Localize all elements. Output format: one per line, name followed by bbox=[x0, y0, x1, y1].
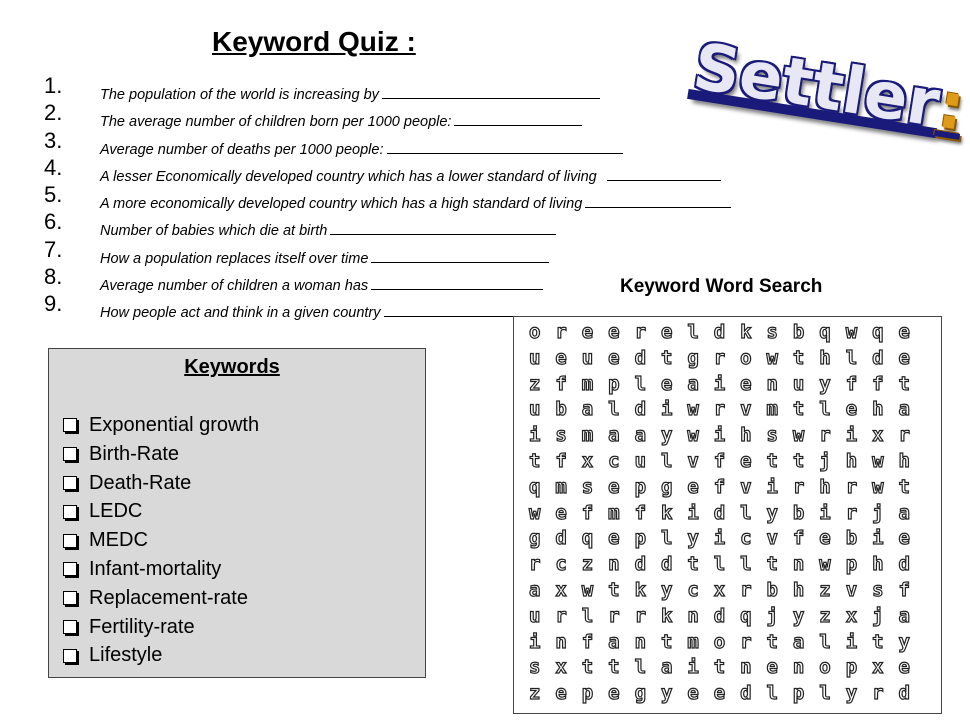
grid-letter[interactable]: f bbox=[581, 630, 594, 653]
grid-letter[interactable]: e bbox=[555, 501, 567, 524]
page-title: Keyword Quiz : bbox=[212, 26, 416, 57]
grid-letter[interactable]: w bbox=[845, 321, 858, 343]
grid-letter[interactable]: a bbox=[529, 578, 541, 601]
grid-letter[interactable]: x bbox=[872, 656, 884, 679]
grid-letter[interactable]: y bbox=[792, 604, 805, 627]
grid-letter[interactable]: e bbox=[660, 372, 673, 395]
grid-letter[interactable]: z bbox=[819, 578, 831, 601]
grid-letter[interactable]: o bbox=[819, 656, 831, 679]
grid-letter[interactable]: i bbox=[687, 501, 699, 524]
grid-letter[interactable]: d bbox=[713, 501, 726, 524]
question-text: How a population replaces itself over time bbox=[100, 250, 369, 267]
grid-letter[interactable]: e bbox=[766, 656, 778, 679]
grid-letter[interactable]: t bbox=[660, 630, 673, 653]
checkbox-icon[interactable] bbox=[63, 505, 77, 519]
word-search-grid bbox=[529, 320, 925, 707]
settler-word: Settler bbox=[688, 30, 945, 142]
grid-letter[interactable]: p bbox=[581, 682, 594, 705]
grid-letter[interactable]: m bbox=[581, 424, 594, 447]
grid-letter[interactable]: r bbox=[740, 578, 752, 601]
grid-letter[interactable]: h bbox=[819, 475, 831, 498]
grid-letter[interactable]: k bbox=[660, 501, 673, 524]
grid-letter[interactable]: e bbox=[608, 321, 620, 343]
grid-letter[interactable]: i bbox=[713, 424, 726, 447]
keyword-item bbox=[63, 555, 259, 584]
grid-letter[interactable]: n bbox=[740, 656, 752, 679]
grid-letter[interactable]: w bbox=[766, 346, 778, 369]
grid-letter[interactable]: q bbox=[872, 321, 884, 343]
grid-letter[interactable]: m bbox=[581, 372, 594, 395]
grid-letter[interactable]: p bbox=[845, 553, 858, 576]
grid-letter[interactable]: l bbox=[634, 656, 647, 679]
grid-letter[interactable]: x bbox=[555, 656, 567, 679]
grid-letter[interactable]: t bbox=[792, 346, 805, 369]
checkbox-icon[interactable] bbox=[63, 649, 77, 663]
question-number: 3. bbox=[44, 127, 63, 153]
grid-letter[interactable]: u bbox=[634, 449, 647, 472]
grid-letter[interactable]: e bbox=[608, 527, 620, 550]
grid-letter[interactable]: q bbox=[581, 527, 594, 550]
grid-letter[interactable]: a bbox=[898, 604, 910, 627]
keyword-item bbox=[63, 440, 259, 469]
grid-letter[interactable]: w bbox=[792, 424, 805, 447]
grid-letter[interactable]: l bbox=[608, 398, 620, 421]
question-number: 4. bbox=[44, 154, 63, 180]
grid-letter[interactable]: l bbox=[713, 553, 726, 576]
keyword-label: Infant-mortality bbox=[89, 557, 222, 580]
grid-letter[interactable]: y bbox=[687, 527, 699, 550]
grid-letter[interactable]: r bbox=[713, 346, 726, 369]
word-search-title: Keyword Word Search bbox=[620, 276, 823, 297]
grid-letter[interactable]: w bbox=[529, 501, 541, 524]
grid-letter[interactable]: b bbox=[792, 501, 805, 524]
grid-letter[interactable]: f bbox=[581, 501, 594, 524]
grid-letter[interactable]: f bbox=[713, 475, 726, 498]
grid-letter[interactable]: u bbox=[529, 604, 541, 627]
keyword-item bbox=[63, 641, 259, 670]
grid-letter[interactable]: m bbox=[608, 501, 620, 524]
keyword-label: Exponential growth bbox=[89, 414, 260, 436]
grid-letter[interactable]: g bbox=[529, 527, 541, 550]
grid-letter[interactable]: a bbox=[898, 398, 910, 421]
grid-letter[interactable]: i bbox=[845, 630, 858, 653]
keyword-item bbox=[63, 526, 259, 555]
settler-colon: : bbox=[932, 68, 970, 146]
grid-letter[interactable]: t bbox=[766, 449, 778, 472]
grid-letter[interactable]: t bbox=[660, 346, 673, 369]
grid-letter[interactable]: s bbox=[581, 475, 594, 498]
grid-letter[interactable]: r bbox=[898, 424, 910, 447]
grid-letter[interactable]: e bbox=[898, 656, 910, 679]
question-text: How people act and think in a given country bbox=[100, 305, 381, 322]
grid-letter[interactable]: d bbox=[660, 553, 673, 576]
keywords-title: Keywords bbox=[184, 356, 280, 378]
grid-letter[interactable]: n bbox=[792, 656, 805, 679]
grid-letter[interactable]: t bbox=[687, 553, 699, 576]
grid-letter[interactable]: d bbox=[634, 346, 647, 369]
grid-letter[interactable]: y bbox=[660, 578, 673, 601]
grid-letter[interactable]: r bbox=[713, 398, 726, 421]
word-search-panel bbox=[513, 316, 942, 714]
grid-letter[interactable]: x bbox=[713, 578, 726, 601]
grid-letter[interactable]: d bbox=[713, 604, 726, 627]
grid-letter[interactable]: l bbox=[819, 630, 831, 653]
grid-letter[interactable]: a bbox=[634, 424, 647, 447]
grid-letter[interactable]: c bbox=[555, 553, 567, 576]
grid-letter[interactable]: f bbox=[555, 372, 567, 395]
checkbox-icon[interactable] bbox=[63, 476, 77, 490]
keyword-label: LEDC bbox=[89, 500, 143, 523]
grid-letter[interactable]: a bbox=[687, 372, 699, 395]
answer-blank[interactable] bbox=[607, 166, 721, 181]
grid-letter[interactable]: i bbox=[713, 372, 726, 395]
keyword-item bbox=[63, 497, 259, 526]
grid-letter[interactable]: e bbox=[713, 682, 726, 705]
grid-letter[interactable]: x bbox=[555, 578, 567, 601]
grid-letter[interactable]: i bbox=[845, 424, 858, 447]
grid-letter[interactable]: k bbox=[740, 321, 752, 343]
grid-letter[interactable]: e bbox=[740, 449, 752, 472]
grid-letter[interactable]: i bbox=[529, 424, 541, 447]
grid-letter[interactable]: m bbox=[687, 630, 699, 653]
grid-letter[interactable]: f bbox=[845, 372, 858, 395]
grid-letter[interactable]: t bbox=[898, 372, 910, 395]
grid-letter[interactable]: z bbox=[581, 553, 594, 576]
grid-letter[interactable]: p bbox=[634, 527, 647, 550]
grid-letter[interactable]: t bbox=[608, 656, 620, 679]
grid-letter[interactable]: f bbox=[872, 372, 884, 395]
grid-letter[interactable]: u bbox=[529, 398, 541, 421]
grid-letter[interactable]: v bbox=[766, 527, 778, 550]
grid-letter[interactable]: a bbox=[792, 630, 805, 653]
grid-letter[interactable]: i bbox=[819, 501, 831, 524]
grid-letter[interactable]: v bbox=[845, 578, 858, 601]
question-text: A more economically developed country which has a high standard of living bbox=[100, 196, 583, 213]
answer-blank[interactable] bbox=[454, 111, 582, 126]
grid-letter[interactable]: m bbox=[766, 398, 778, 421]
keywords-panel bbox=[48, 348, 426, 678]
grid-letter[interactable]: e bbox=[555, 682, 567, 705]
grid-letter[interactable]: g bbox=[660, 475, 673, 498]
grid-letter[interactable]: c bbox=[687, 578, 699, 601]
grid-letter[interactable]: l bbox=[634, 372, 647, 395]
answer-blank[interactable] bbox=[585, 193, 731, 208]
answer-blank[interactable] bbox=[371, 275, 543, 290]
checkbox-icon[interactable] bbox=[63, 534, 77, 548]
question-number: 8. bbox=[44, 264, 63, 290]
grid-letter[interactable]: a bbox=[608, 424, 620, 447]
grid-letter[interactable]: r bbox=[792, 475, 805, 498]
grid-letter[interactable]: t bbox=[792, 449, 805, 472]
grid-letter[interactable]: a bbox=[660, 656, 673, 679]
grid-letter[interactable]: r bbox=[634, 604, 647, 627]
question-item bbox=[100, 218, 731, 245]
grid-letter[interactable]: b bbox=[766, 578, 778, 601]
grid-letter[interactable]: e bbox=[608, 682, 620, 705]
grid-letter[interactable]: e bbox=[555, 346, 567, 369]
question-item bbox=[100, 246, 731, 273]
grid-letter[interactable]: y bbox=[819, 372, 831, 395]
grid-letter[interactable]: d bbox=[872, 346, 884, 369]
grid-letter[interactable]: o bbox=[713, 630, 726, 653]
grid-letter[interactable]: o bbox=[740, 346, 752, 369]
grid-letter[interactable]: i bbox=[529, 630, 541, 653]
grid-letter[interactable]: l bbox=[819, 398, 831, 421]
grid-letter[interactable]: w bbox=[819, 553, 831, 576]
grid-letter[interactable]: n bbox=[608, 553, 620, 576]
grid-letter[interactable]: h bbox=[819, 346, 831, 369]
grid-letter[interactable]: h bbox=[792, 578, 805, 601]
grid-letter[interactable]: r bbox=[555, 321, 567, 343]
grid-letter[interactable]: s bbox=[872, 578, 884, 601]
grid-letter[interactable]: l bbox=[819, 682, 831, 705]
question-item bbox=[100, 191, 731, 218]
grid-letter[interactable]: f bbox=[634, 501, 647, 524]
grid-letter[interactable]: l bbox=[740, 501, 752, 524]
grid-letter[interactable]: k bbox=[660, 604, 673, 627]
grid-letter[interactable]: x bbox=[581, 449, 594, 472]
grid-letter[interactable]: p bbox=[634, 475, 647, 498]
grid-letter[interactable]: v bbox=[687, 449, 699, 472]
grid-letter[interactable]: a bbox=[608, 630, 620, 653]
question-item bbox=[100, 164, 731, 191]
question-item bbox=[100, 137, 731, 164]
question-text: Average number of deaths per 1000 people: bbox=[100, 141, 384, 158]
grid-letter[interactable]: w bbox=[872, 475, 884, 498]
grid-letter[interactable]: t bbox=[608, 578, 620, 601]
grid-letter[interactable]: l bbox=[687, 321, 699, 343]
question-number: 1. bbox=[44, 73, 63, 98]
grid-letter[interactable]: r bbox=[529, 553, 541, 576]
grid-letter[interactable]: s bbox=[529, 656, 541, 679]
grid-letter[interactable]: p bbox=[845, 656, 858, 679]
checkbox-icon[interactable] bbox=[63, 418, 77, 432]
grid-letter[interactable]: d bbox=[713, 321, 726, 343]
question-numbers bbox=[44, 72, 62, 318]
keyword-item bbox=[63, 613, 259, 642]
grid-letter[interactable]: n bbox=[687, 604, 699, 627]
keyword-label: Replacement-rate bbox=[89, 586, 248, 609]
grid-letter[interactable]: e bbox=[608, 475, 620, 498]
grid-letter[interactable]: p bbox=[792, 682, 805, 705]
checkbox-icon[interactable] bbox=[63, 591, 77, 605]
checkbox-icon[interactable] bbox=[63, 620, 77, 634]
grid-letter[interactable]: e bbox=[898, 346, 910, 369]
grid-letter[interactable]: l bbox=[740, 553, 752, 576]
keyword-label: MEDC bbox=[89, 529, 148, 552]
grid-letter[interactable]: s bbox=[766, 424, 778, 447]
grid-letter[interactable]: f bbox=[898, 578, 910, 601]
grid-letter[interactable]: y bbox=[898, 630, 910, 653]
grid-letter[interactable]: w bbox=[872, 449, 884, 472]
grid-letter[interactable]: c bbox=[608, 449, 620, 472]
grid-letter[interactable]: x bbox=[845, 604, 858, 627]
grid-letter[interactable]: y bbox=[660, 682, 673, 705]
grid-letter[interactable]: b bbox=[792, 321, 805, 343]
grid-letter[interactable]: c bbox=[740, 527, 752, 550]
keyword-label: Death-Rate bbox=[89, 471, 192, 494]
grid-letter[interactable]: d bbox=[555, 527, 567, 550]
grid-letter[interactable]: s bbox=[555, 424, 567, 447]
question-number: 2. bbox=[44, 100, 63, 126]
grid-letter[interactable]: h bbox=[872, 553, 884, 576]
question-text: Number of babies which die at birth bbox=[100, 223, 328, 240]
grid-letter[interactable]: h bbox=[898, 449, 910, 472]
grid-letter[interactable]: a bbox=[898, 501, 910, 524]
grid-letter[interactable]: r bbox=[634, 321, 647, 343]
grid-letter[interactable]: i bbox=[713, 527, 726, 550]
grid-letter[interactable]: d bbox=[634, 553, 647, 576]
grid-letter[interactable]: v bbox=[740, 475, 752, 498]
grid-letter[interactable]: e bbox=[687, 475, 699, 498]
answer-blank[interactable] bbox=[330, 220, 556, 235]
grid-letter[interactable]: e bbox=[660, 321, 673, 343]
checkbox-icon[interactable] bbox=[63, 562, 77, 576]
grid-letter[interactable]: n bbox=[634, 630, 647, 653]
grid-letter[interactable]: i bbox=[872, 527, 884, 550]
grid-letter[interactable]: z bbox=[819, 604, 831, 627]
grid-letter[interactable]: e bbox=[687, 682, 699, 705]
grid-letter[interactable]: e bbox=[608, 346, 620, 369]
question-number: 5. bbox=[44, 182, 63, 208]
grid-letter[interactable]: w bbox=[581, 578, 594, 601]
grid-letter[interactable]: z bbox=[529, 372, 541, 395]
grid-letter[interactable]: y bbox=[766, 501, 778, 524]
grid-letter[interactable]: l bbox=[581, 604, 594, 627]
grid-letter[interactable]: r bbox=[608, 604, 620, 627]
grid-letter[interactable]: w bbox=[687, 424, 699, 447]
grid-letter[interactable]: t bbox=[872, 630, 884, 653]
grid-letter[interactable]: v bbox=[740, 398, 752, 421]
grid-letter[interactable]: h bbox=[740, 424, 752, 447]
grid-letter[interactable]: o bbox=[529, 321, 541, 343]
grid-letter[interactable]: e bbox=[845, 398, 858, 421]
grid-letter[interactable]: t bbox=[581, 656, 594, 679]
grid-letter[interactable]: r bbox=[819, 424, 831, 447]
keyword-label: Birth-Rate bbox=[89, 442, 180, 465]
grid-letter[interactable]: f bbox=[555, 449, 567, 472]
grid-letter[interactable]: a bbox=[581, 398, 594, 421]
grid-letter[interactable]: g bbox=[687, 346, 699, 369]
grid-letter[interactable]: j bbox=[872, 501, 884, 524]
grid-letter[interactable]: d bbox=[634, 398, 647, 421]
grid-letter[interactable]: t bbox=[792, 398, 805, 421]
grid-letter[interactable]: f bbox=[713, 449, 726, 472]
grid-letter[interactable]: k bbox=[634, 578, 647, 601]
keyword-list bbox=[63, 411, 259, 670]
grid-letter[interactable]: d bbox=[898, 682, 910, 705]
grid-letter[interactable]: i bbox=[660, 398, 673, 421]
grid-letter[interactable]: y bbox=[660, 424, 673, 447]
grid-letter[interactable]: d bbox=[898, 553, 910, 576]
grid-letter[interactable]: t bbox=[766, 553, 778, 576]
grid-letter[interactable]: l bbox=[845, 346, 858, 369]
question-text: Average number of children a woman has bbox=[100, 278, 369, 295]
grid-letter[interactable]: q bbox=[740, 604, 752, 627]
grid-letter[interactable]: b bbox=[845, 527, 858, 550]
keyword-item bbox=[63, 411, 259, 440]
grid-letter[interactable]: m bbox=[555, 475, 567, 498]
grid-letter[interactable]: g bbox=[634, 682, 647, 705]
question-text: The average number of children born per 1000 people: bbox=[100, 114, 452, 131]
grid-letter[interactable]: e bbox=[581, 321, 594, 343]
question-text: The population of the world is increasing by bbox=[100, 87, 379, 103]
grid-letter[interactable]: q bbox=[529, 475, 541, 498]
grid-letter[interactable]: q bbox=[819, 321, 831, 343]
grid-letter[interactable]: j bbox=[766, 604, 778, 627]
grid-letter[interactable]: h bbox=[872, 398, 884, 421]
question-item bbox=[100, 109, 731, 136]
question-item bbox=[100, 82, 731, 109]
grid-letter[interactable]: u bbox=[792, 372, 805, 395]
grid-letter[interactable]: r bbox=[740, 630, 752, 653]
grid-letter[interactable]: p bbox=[608, 372, 620, 395]
checkbox-icon[interactable] bbox=[63, 447, 77, 461]
grid-letter[interactable]: e bbox=[819, 527, 831, 550]
grid-letter[interactable]: t bbox=[529, 449, 541, 472]
grid-letter[interactable]: i bbox=[687, 656, 699, 679]
grid-letter[interactable]: d bbox=[740, 682, 752, 705]
grid-letter[interactable]: j bbox=[872, 604, 884, 627]
grid-letter[interactable]: i bbox=[766, 475, 778, 498]
question-number: 7. bbox=[44, 236, 63, 262]
grid-letter[interactable]: y bbox=[845, 682, 858, 705]
grid-letter[interactable]: r bbox=[872, 682, 884, 705]
grid-letter[interactable]: b bbox=[555, 398, 567, 421]
grid-letter[interactable]: f bbox=[792, 527, 805, 550]
grid-letter[interactable]: u bbox=[529, 346, 541, 369]
grid-letter[interactable]: h bbox=[845, 449, 858, 472]
keyword-label: Lifestyle bbox=[89, 644, 163, 667]
grid-letter[interactable]: t bbox=[766, 630, 778, 653]
grid-letter[interactable]: e bbox=[898, 527, 910, 550]
question-number: 9. bbox=[44, 291, 63, 317]
grid-letter[interactable]: n bbox=[766, 372, 778, 395]
keyword-item bbox=[63, 584, 259, 613]
keyword-item bbox=[63, 469, 259, 498]
grid-letter[interactable]: j bbox=[819, 449, 831, 472]
grid-letter[interactable]: r bbox=[555, 604, 567, 627]
answer-blank[interactable] bbox=[382, 84, 600, 99]
grid-letter[interactable]: n bbox=[555, 630, 567, 653]
answer-blank[interactable] bbox=[371, 248, 549, 263]
question-text: A lesser Economically developed country which has a lower standard of living bbox=[100, 168, 597, 185]
grid-letter[interactable]: l bbox=[660, 527, 673, 550]
grid-letter[interactable]: l bbox=[660, 449, 673, 472]
keyword-label: Fertility-rate bbox=[89, 615, 195, 638]
grid-letter[interactable]: r bbox=[845, 501, 858, 524]
grid-letter[interactable]: l bbox=[766, 682, 778, 705]
grid-letter[interactable]: x bbox=[872, 424, 884, 447]
grid-letter[interactable]: n bbox=[792, 553, 805, 576]
answer-blank[interactable] bbox=[387, 139, 623, 154]
grid-letter[interactable]: s bbox=[766, 321, 778, 343]
grid-letter[interactable]: w bbox=[687, 398, 699, 421]
question-number: 6. bbox=[44, 209, 63, 235]
grid-letter[interactable]: e bbox=[740, 372, 752, 395]
grid-letter[interactable]: r bbox=[845, 475, 858, 498]
grid-letter[interactable]: e bbox=[898, 321, 910, 343]
grid-letter[interactable]: t bbox=[713, 656, 726, 679]
grid-letter[interactable]: u bbox=[581, 346, 594, 369]
grid-letter[interactable]: t bbox=[898, 475, 910, 498]
grid-letter[interactable]: z bbox=[529, 682, 541, 705]
